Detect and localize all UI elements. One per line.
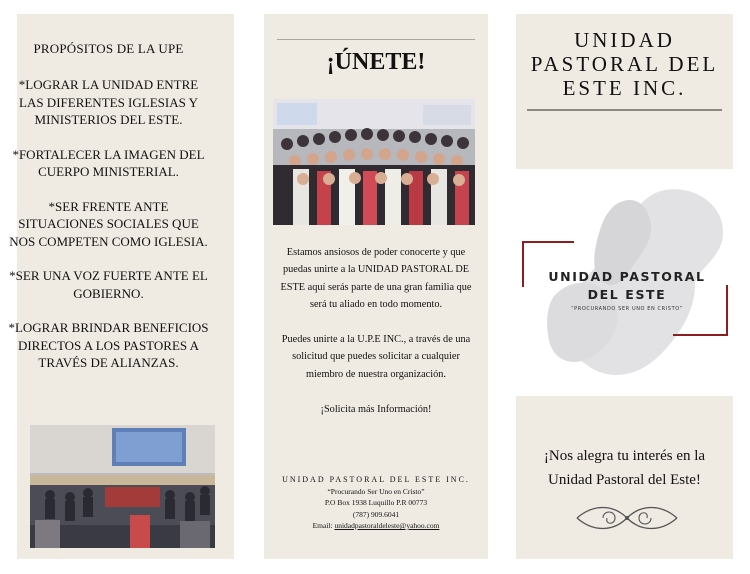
- request-info-text: ¡Solicita más Información!: [320, 403, 432, 415]
- logo-name-line: DEL ESTE: [587, 287, 667, 302]
- purpose-item: *LOGRAR LA UNIDAD ENTRE LAS DIFERENTES IGLESIAS Y MINISTERIOS DEL ESTE.: [18, 77, 199, 127]
- cover-title-line: ESTE INC.: [562, 76, 687, 100]
- cover-title-line: UNIDAD: [574, 28, 675, 52]
- logo-tagline: “PROCURANDO SER UNO EN CRISTO”: [571, 306, 683, 312]
- footer-email-label: Email:: [312, 521, 333, 530]
- cover-title-line: PASTORAL DEL: [530, 52, 719, 76]
- join-text: [274, 244, 478, 435]
- footer-email-link[interactable]: unidadpastoraldeleste@yahoo.com: [334, 521, 440, 530]
- group-photo: [273, 99, 475, 225]
- join-paragraph: Estamos ansiosos de poder conocerte y que puedas unirte a la UNIDAD PASTORAL DE ESTE aquí serás parte de una gran familia que será tu aliado en todo momento.: [280, 247, 472, 311]
- purpose-item: *FORTALECER LA IMAGEN DEL CUERPO MINISTERIAL.: [12, 146, 205, 179]
- church-service-photo: [30, 425, 215, 548]
- join-paragraph: Puedes unirte a la U.P.E INC., a través de una solicitud que puedes solicitar a cualquier miembro de nuestra organización.: [281, 334, 471, 380]
- purpose-item: *LOGRAR BRINDAR BENEFICIOS DIRECTOS A LOS PASTORES A TRAVÉS DE ALIANZAS.: [8, 320, 209, 370]
- top-divider: [277, 39, 475, 40]
- footer-address: P.O Box 1938 Luquillo P.R 00773: [324, 498, 428, 507]
- footer-phone: (787) 909.6041: [352, 509, 400, 519]
- flourish-ornament-icon: [573, 500, 681, 536]
- footer-email-row: [264, 520, 488, 532]
- contact-footer: [264, 474, 488, 532]
- purpose-item: *SER FRENTE ANTE SITUACIONES SOCIALES QUE NOS COMPETEN COMO IGLESIA.: [9, 198, 208, 249]
- welcome-message: ¡Nos alegra tu interés en la Unidad Pastoral del Este!: [543, 448, 706, 488]
- footer-motto: “Procurando Ser Uno en Cristo”: [327, 486, 425, 496]
- cover-divider: [527, 109, 722, 111]
- purposes-title: PROPÓSITOS DE LA UPE: [33, 41, 184, 56]
- purposes-list: [6, 76, 211, 389]
- footer-org-name: UNIDAD PASTORAL DEL ESTE INC.: [282, 475, 470, 484]
- logo-name-line: UNIDAD PASTORAL: [548, 269, 706, 284]
- purpose-item: *SER UNA VOZ FUERTE ANTE EL GOBIERNO.: [9, 268, 208, 301]
- logo-name: [532, 268, 722, 304]
- join-heading: ¡ÚNETE!: [326, 49, 426, 75]
- cover-title: [516, 28, 733, 100]
